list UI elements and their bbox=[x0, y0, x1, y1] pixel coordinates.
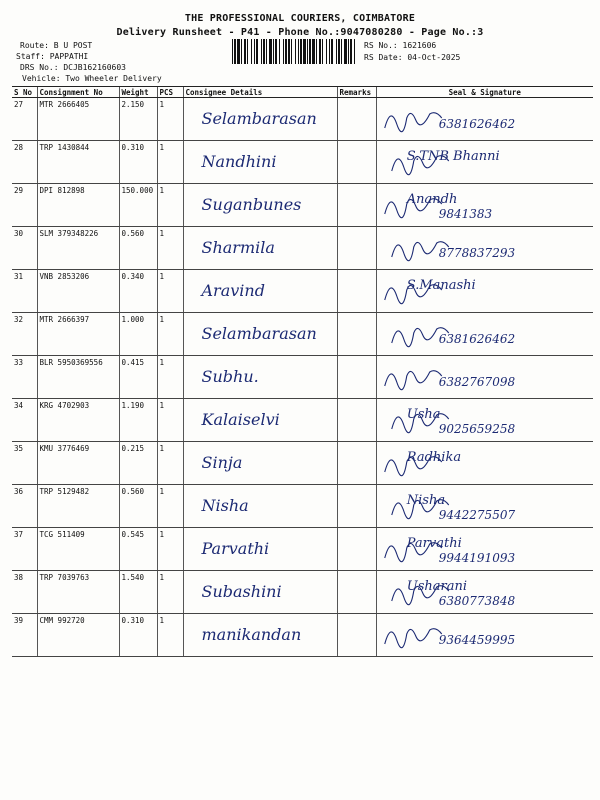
seal-name: Parvathi bbox=[406, 536, 462, 551]
cell-consignee bbox=[183, 141, 337, 184]
route-label: Route: B U POST bbox=[20, 41, 93, 50]
cell-remarks bbox=[337, 528, 376, 571]
cell-sno: 33 bbox=[12, 356, 37, 399]
staff-label: Staff: PAPPATHI bbox=[16, 52, 89, 61]
cell-sno: 37 bbox=[12, 528, 37, 571]
consignee-handwriting: Sharmila bbox=[201, 238, 275, 257]
table-row bbox=[12, 313, 593, 356]
consignee-handwriting: Sinja bbox=[201, 453, 242, 472]
seal-name: Usharani bbox=[406, 579, 467, 594]
cell-remarks bbox=[337, 313, 376, 356]
seal-phone-number: 9944191093 bbox=[438, 551, 515, 565]
seal-phone-number: 6382767098 bbox=[438, 375, 515, 389]
seal-name: Radhika bbox=[406, 450, 461, 465]
cell-weight: 150.000 bbox=[119, 184, 157, 227]
cell-seal-signature bbox=[376, 313, 593, 356]
cell-consignee bbox=[183, 98, 337, 141]
consignee-handwriting: Aravind bbox=[201, 281, 265, 300]
consignee-handwriting: manikandan bbox=[201, 625, 301, 644]
runsheet-rows bbox=[12, 98, 593, 657]
cell-sno: 34 bbox=[12, 399, 37, 442]
cell-seal-signature bbox=[376, 399, 593, 442]
cell-consignee bbox=[183, 528, 337, 571]
seal-phone-number: 9364459995 bbox=[438, 633, 515, 647]
consignee-handwriting: Nandhini bbox=[201, 152, 276, 171]
col-weight: Weight bbox=[119, 87, 157, 98]
cell-seal-signature bbox=[376, 141, 593, 184]
vehicle-label: Vehicle: Two Wheeler Delivery bbox=[22, 74, 162, 83]
cell-pcs: 1 bbox=[157, 571, 183, 614]
cell-consignment: SLM 379348226 bbox=[37, 227, 119, 270]
cell-pcs: 1 bbox=[157, 270, 183, 313]
runsheet-table bbox=[12, 86, 593, 657]
cell-consignee bbox=[183, 270, 337, 313]
seal-phone-number: 8778837293 bbox=[438, 246, 515, 260]
cell-consignment: DPI 812898 bbox=[37, 184, 119, 227]
seal-phone-number: 6381626462 bbox=[438, 332, 515, 346]
cell-sno: 31 bbox=[12, 270, 37, 313]
cell-sno: 36 bbox=[12, 485, 37, 528]
col-consignment: Consignment No bbox=[37, 87, 119, 98]
cell-weight: 0.310 bbox=[119, 614, 157, 657]
table-header-row bbox=[12, 87, 593, 98]
cell-pcs: 1 bbox=[157, 313, 183, 356]
cell-consignee bbox=[183, 485, 337, 528]
cell-sno: 39 bbox=[12, 614, 37, 657]
seal-name: S.TNB Bhanni bbox=[406, 149, 500, 164]
cell-weight: 1.190 bbox=[119, 399, 157, 442]
cell-consignment: TCG 511409 bbox=[37, 528, 119, 571]
seal-name: Anandh bbox=[406, 192, 457, 207]
table-row bbox=[12, 356, 593, 399]
cell-remarks bbox=[337, 571, 376, 614]
col-pcs: PCS bbox=[157, 87, 183, 98]
cell-seal-signature bbox=[376, 270, 593, 313]
cell-pcs: 1 bbox=[157, 399, 183, 442]
cell-consignee bbox=[183, 442, 337, 485]
col-sno: S No bbox=[12, 87, 37, 98]
cell-remarks bbox=[337, 184, 376, 227]
consignee-handwriting: Selambarasan bbox=[201, 109, 317, 128]
col-remarks: Remarks bbox=[337, 87, 376, 98]
cell-consignee bbox=[183, 184, 337, 227]
company-title: THE PROFESSIONAL COURIERS, COIMBATORE bbox=[184, 13, 416, 24]
table-row bbox=[12, 528, 593, 571]
consignee-handwriting: Suganbunes bbox=[201, 195, 301, 214]
cell-consignee bbox=[183, 313, 337, 356]
cell-sno: 28 bbox=[12, 141, 37, 184]
cell-consignment: KRG 4702903 bbox=[37, 399, 119, 442]
col-seal: Seal & Signature bbox=[376, 87, 593, 98]
cell-remarks bbox=[337, 614, 376, 657]
table-row bbox=[12, 442, 593, 485]
seal-phone-number: 9841383 bbox=[438, 207, 492, 221]
cell-weight: 0.415 bbox=[119, 356, 157, 399]
cell-sno: 30 bbox=[12, 227, 37, 270]
cell-remarks bbox=[337, 141, 376, 184]
seal-name: Nisha bbox=[406, 493, 445, 508]
seal-phone-number: 6381626462 bbox=[438, 117, 515, 131]
cell-seal-signature bbox=[376, 98, 593, 141]
table-row bbox=[12, 141, 593, 184]
cell-seal-signature bbox=[376, 227, 593, 270]
cell-remarks bbox=[337, 227, 376, 270]
cell-seal-signature bbox=[376, 614, 593, 657]
cell-consignment: TRP 7039763 bbox=[37, 571, 119, 614]
table-row bbox=[12, 571, 593, 614]
cell-remarks bbox=[337, 485, 376, 528]
cell-sno: 32 bbox=[12, 313, 37, 356]
cell-consignment: TRP 5129482 bbox=[37, 485, 119, 528]
table-row bbox=[12, 399, 593, 442]
cell-consignment: CMM 992720 bbox=[37, 614, 119, 657]
seal-name: S.Manashi bbox=[406, 278, 476, 293]
cell-seal-signature bbox=[376, 528, 593, 571]
cell-pcs: 1 bbox=[157, 184, 183, 227]
table-row bbox=[12, 485, 593, 528]
seal-phone-number: 9442275507 bbox=[438, 508, 515, 522]
cell-sno: 27 bbox=[12, 98, 37, 141]
cell-sno: 38 bbox=[12, 571, 37, 614]
cell-weight: 1.000 bbox=[119, 313, 157, 356]
seal-name: Usha bbox=[406, 407, 441, 422]
cell-remarks bbox=[337, 270, 376, 313]
cell-consignee bbox=[183, 399, 337, 442]
cell-weight: 1.540 bbox=[119, 571, 157, 614]
cell-pcs: 1 bbox=[157, 614, 183, 657]
consignee-handwriting: Subashini bbox=[201, 582, 282, 601]
cell-consignment: KMU 3776469 bbox=[37, 442, 119, 485]
consignee-handwriting: Selambarasan bbox=[201, 324, 317, 343]
rs-date: RS Date: 04-Oct-2025 bbox=[364, 53, 461, 62]
cell-pcs: 1 bbox=[157, 442, 183, 485]
consignee-handwriting: Kalaiselvi bbox=[201, 410, 280, 429]
cell-seal-signature bbox=[376, 356, 593, 399]
cell-consignment: MTR 2666405 bbox=[37, 98, 119, 141]
seal-phone-number: 9025659258 bbox=[438, 422, 515, 436]
cell-seal-signature bbox=[376, 571, 593, 614]
runsheet-subtitle: Delivery Runsheet - P41 - Phone No.:9047080280 - Page No.:3 bbox=[116, 27, 484, 38]
cell-pcs: 1 bbox=[157, 485, 183, 528]
table-row bbox=[12, 614, 593, 657]
cell-remarks bbox=[337, 98, 376, 141]
signature-scribble bbox=[384, 113, 441, 132]
cell-consignment: BLR 5950369556 bbox=[37, 356, 119, 399]
cell-consignment: TRP 1430844 bbox=[37, 141, 119, 184]
cell-consignee bbox=[183, 571, 337, 614]
cell-weight: 0.340 bbox=[119, 270, 157, 313]
cell-sno: 35 bbox=[12, 442, 37, 485]
barcode-icon bbox=[232, 39, 356, 64]
cell-seal-signature bbox=[376, 485, 593, 528]
cell-pcs: 1 bbox=[157, 141, 183, 184]
cell-weight: 2.150 bbox=[119, 98, 157, 141]
cell-consignee bbox=[183, 356, 337, 399]
cell-pcs: 1 bbox=[157, 528, 183, 571]
col-consignee: Consignee Details bbox=[183, 87, 337, 98]
cell-weight: 0.215 bbox=[119, 442, 157, 485]
seal-phone-number: 6380773848 bbox=[438, 594, 515, 608]
cell-remarks bbox=[337, 442, 376, 485]
cell-pcs: 1 bbox=[157, 227, 183, 270]
cell-seal-signature bbox=[376, 184, 593, 227]
cell-pcs: 1 bbox=[157, 98, 183, 141]
cell-consignment: MTR 2666397 bbox=[37, 313, 119, 356]
consignee-handwriting: Parvathi bbox=[201, 539, 269, 558]
cell-remarks bbox=[337, 356, 376, 399]
cell-sno: 29 bbox=[12, 184, 37, 227]
cell-consignee bbox=[183, 227, 337, 270]
table-row bbox=[12, 227, 593, 270]
table-row bbox=[12, 98, 593, 141]
cell-pcs: 1 bbox=[157, 356, 183, 399]
drs-number: DRS No.: DCJB162160603 bbox=[20, 63, 126, 72]
table-row bbox=[12, 270, 593, 313]
signature-scribble bbox=[384, 371, 441, 390]
cell-weight: 0.560 bbox=[119, 485, 157, 528]
cell-remarks bbox=[337, 399, 376, 442]
consignee-handwriting: Nisha bbox=[201, 496, 249, 515]
consignee-handwriting: Subhu. bbox=[201, 367, 259, 386]
signature-scribble bbox=[384, 629, 441, 648]
cell-seal-signature bbox=[376, 442, 593, 485]
cell-consignment: VNB 2853206 bbox=[37, 270, 119, 313]
cell-weight: 0.560 bbox=[119, 227, 157, 270]
cell-consignee bbox=[183, 614, 337, 657]
table-row bbox=[12, 184, 593, 227]
rs-number: RS No.: 1621606 bbox=[364, 41, 437, 50]
cell-weight: 0.310 bbox=[119, 141, 157, 184]
cell-weight: 0.545 bbox=[119, 528, 157, 571]
